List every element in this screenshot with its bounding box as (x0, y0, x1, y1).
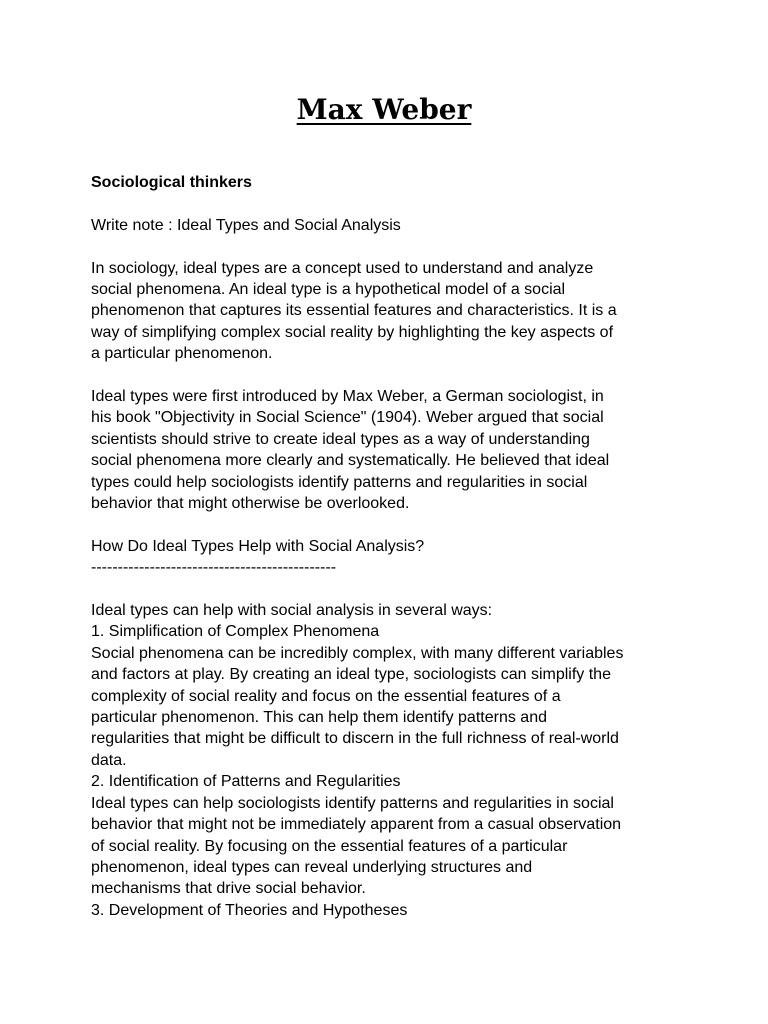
paragraph-intro: In sociology, ideal types are a concept used to understand and analyze social phenomena. An ideal type is a hypothetical model of a social phenomenon that captures its essential features and characteristics. It is a way of simplifying complex social reality by highlighting the key aspects of a particular phenomenon. (91, 259, 617, 363)
section-subtitle: Sociological thinkers (91, 174, 252, 191)
document-body (91, 172, 691, 921)
point-2-body: Ideal types can help sociologists identify patterns and regularities in social behavior that might not be immediately apparent from a casual observation of social reality. By focusing on the essential features of a particular phenomenon, ideal types can reveal underlying structures and mechanisms that drive social behavior. (91, 794, 622, 898)
dashed-separator: ---------------------------------------------- (91, 559, 337, 577)
point-3-heading: 3. Development of Theories and Hypotheses (91, 901, 408, 919)
point-1-body: Social phenomena can be incredibly complex, with many different variables and factors at play. By creating an ideal type, sociologists can simplify the complexity of social reality and focus on the essential features of a particular phenomenon. This can help them identify patterns and regularities that might be difficult to discern in the full richness of real-world data. (91, 644, 624, 769)
paragraph-weber-origin: Ideal types were first introduced by Max Weber, a German sociologist, in his book "Objectivity in Social Science" (1904). Weber argued that social scientists should strive to create ideal types as a way of understanding social phenomena more clearly and systematically. He believed that ideal types could help sociologists identify patterns and regularities in social behavior that might otherwise be overlooked. (91, 388, 610, 513)
question-heading: How Do Ideal Types Help with Social Analysis? (91, 537, 425, 555)
point-1-heading: 1. Simplification of Complex Phenomena (91, 623, 380, 641)
point-2-heading: 2. Identification of Patterns and Regularities (91, 773, 401, 791)
write-note-line: Write note : Ideal Types and Social Analysis (91, 216, 401, 234)
page-title: Max Weber (296, 93, 472, 126)
ways-intro: Ideal types can help with social analysis in several ways: (91, 602, 493, 620)
